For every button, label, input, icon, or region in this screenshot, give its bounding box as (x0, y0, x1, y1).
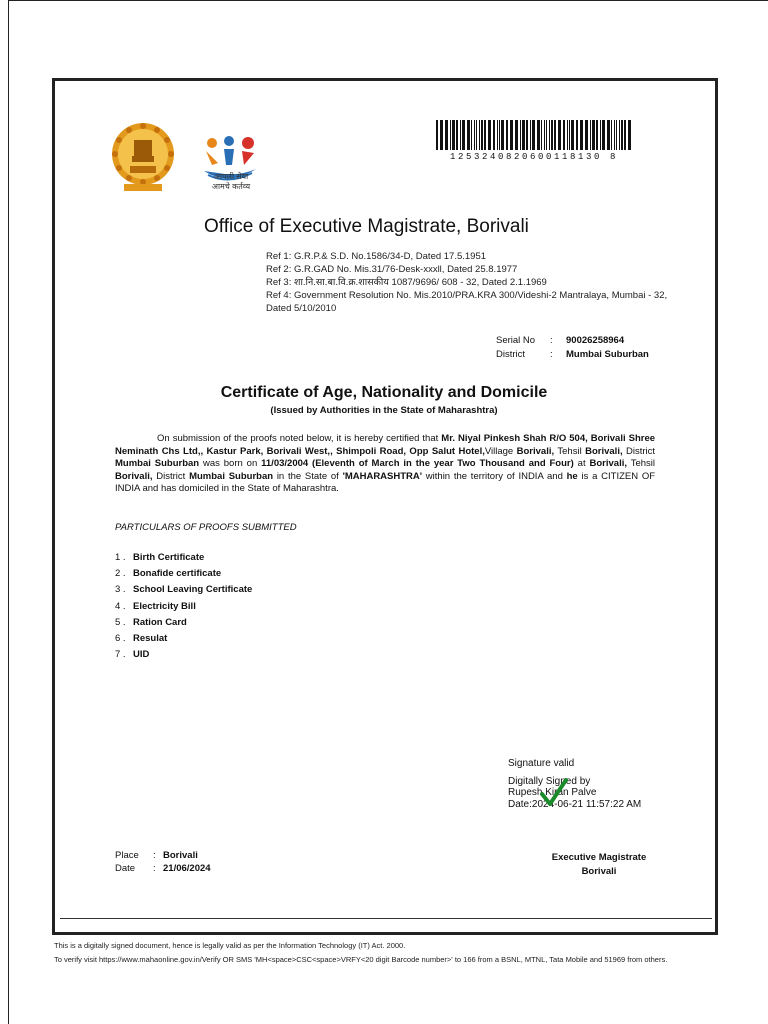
barcode-bar (614, 120, 615, 150)
barcode-bar (440, 120, 443, 150)
list-item: 5 . Ration Card (115, 616, 187, 628)
reference-line: Ref 3: शा.नि.सा.बा.वि.क्र.शासकीय 1087/9696/ 608 - 32, Dated 2.1.1969 (266, 277, 547, 288)
barcode-bar (515, 120, 518, 150)
date-of-birth: 11/03/2004 (Eleventh of March in the year Two Thousand and Four) (261, 458, 574, 469)
signature-date: Date:2024-06-21 11:57:22 AM (508, 798, 642, 810)
barcode-bar (602, 120, 605, 150)
barcode-bar (549, 120, 550, 150)
barcode-bar (520, 120, 521, 150)
barcode-bar (624, 120, 626, 150)
barcode-bar (628, 120, 631, 150)
signature-valid-label: Signature valid (508, 758, 575, 769)
district-label: District (496, 349, 526, 360)
barcode-bar (488, 120, 491, 150)
serial-label: Serial No (496, 335, 536, 346)
barcode-bar (510, 120, 513, 150)
list-item: 2 . Bonafide certificate (115, 568, 222, 580)
barcode-bar (596, 120, 598, 150)
magistrate-location: Borivali (581, 866, 617, 877)
footer-notice (54, 939, 724, 967)
barcode-bar (567, 120, 568, 150)
place-label: Place (115, 850, 139, 861)
certificate-bottom-divider (60, 918, 712, 919)
signature-line: Digitally Signed by (508, 775, 591, 787)
proofs-heading: PARTICULARS OF PROOFS SUBMITTED (115, 522, 297, 533)
barcode-bar (563, 120, 565, 150)
office-title: Office of Executive Magistrate, Borivali (204, 216, 529, 237)
barcode-bar (558, 120, 561, 150)
barcode-bar (616, 120, 617, 150)
barcode-bar (592, 120, 595, 150)
barcode-bar (546, 120, 547, 150)
digital-signature-block (508, 758, 641, 810)
place-date-block: Place : Borivali Date : 21/06/2024 (115, 850, 211, 874)
list-item: 4 . Electricity Bill (115, 600, 196, 612)
place-value: Borivali (163, 850, 198, 861)
magistrate-block (524, 851, 674, 879)
barcode-bar (600, 120, 601, 150)
reference-line: Ref 1: G.R.P.& S.D. No.1586/34-D, Dated 17.5.1951 (266, 251, 487, 262)
barcode-bar (590, 120, 591, 150)
barcode-bar (569, 120, 570, 150)
barcode-bar (479, 120, 480, 150)
barcode-bar (526, 120, 528, 150)
barcode-bar (585, 120, 588, 150)
barcode-number: 1253240820600118130 8 (449, 152, 619, 162)
barcode-bar (484, 120, 486, 150)
date-value: 21/06/2024 (163, 863, 211, 874)
barcode-bar (456, 120, 458, 150)
logo-text-line2: आमचे कर्तव्य (211, 182, 251, 191)
footer-line2: To verify visit https://www.mahaonline.gov.in/Verify OR SMS 'MH<space>CSC<space>VRFY<20 digit Barcode number>' to 166 from a BSNL, MTNL, Tata Mobile and 51969 from others. (54, 955, 668, 964)
reference-line: Ref 2: G.R.GAD No. Mis.31/76-Desk-xxxll, Dated 25.8.1977 (266, 264, 518, 275)
list-item: 7 . UID (115, 649, 150, 661)
list-item: 6 . Resulat (115, 633, 168, 645)
barcode-bar (450, 120, 451, 150)
barcode-bar (611, 120, 612, 150)
barcode-bar (445, 120, 448, 150)
barcode-bar (522, 120, 525, 150)
certificate-body: On submission of the proofs noted below, it is hereby certified that Mr. Niyal Pinkesh Shah R/O 504, Borivali Shree Neminath Chs Ltd,, Kastur Park, Borivali West,, Shimpoli Road, Opp Salut Hotel,Village Borivali, Tehsil Borivali, District Mumbai Suburban was born on 11/03/2004 (Eleventh of March in the year Two Thousand and Four) at Borivali, Tehsil Borivali, District Mumbai Suburban in the State of 'MAHARASHTRA' within the territory of INDIA and he is a CITIZEN OF INDIA and has domiciled in the State of Maharashtra. (115, 433, 656, 494)
barcode-bar (460, 120, 461, 150)
barcode-bar (436, 120, 438, 150)
barcode-bar (481, 120, 483, 150)
barcode-bar (607, 120, 610, 150)
logo-text-line1: आपली सेवा (213, 172, 249, 181)
barcode-bar (544, 120, 545, 150)
barcode-bar (551, 120, 553, 150)
barcode-bar (621, 120, 623, 150)
barcode-bar (571, 120, 574, 150)
list-item: 3 . School Leaving Certificate (115, 584, 253, 596)
barcode-bar (580, 120, 583, 150)
barcode-bar (619, 120, 620, 150)
maharashtra-emblem-icon (110, 118, 176, 194)
barcode-bar (576, 120, 578, 150)
proofs-list (115, 550, 252, 663)
signer-name: Rupesh Kiran Palve (508, 787, 597, 798)
magistrate-title: Executive Magistrate (551, 852, 647, 863)
barcode-bar (471, 120, 472, 150)
aaple-seva-logo-text (200, 172, 262, 192)
references-block (266, 250, 676, 315)
footer-line1: This is a digitally signed document, hence is legally valid as per the Information Technology (IT) Act. 2000. (54, 941, 406, 950)
barcode-bar (501, 120, 504, 150)
barcode-bar (554, 120, 556, 150)
serial-value: 90026258964 (566, 335, 625, 346)
barcode-bar (506, 120, 508, 150)
barcode-bar (476, 120, 477, 150)
certificate-subtitle: (Issued by Authorities in the State of Maharashtra) (270, 405, 498, 416)
barcode-bar (474, 120, 475, 150)
barcode-bar (497, 120, 498, 150)
barcode-bar (452, 120, 455, 150)
barcode-bar (537, 120, 540, 150)
barcode-bar (493, 120, 495, 150)
barcode-bar (530, 120, 531, 150)
reference-line: Ref 4: Government Resolution No. Mis.2010/PRA.KRA 300/Videshi-2 Mantralaya, Mumbai - 32, Dated 5/10/2010 (266, 290, 668, 314)
certificate-title: Certificate of Age, Nationality and Domicile (220, 384, 548, 401)
serial-block: Serial No : 90026258964 District : Mumbai Suburban (496, 335, 649, 360)
barcode-bar (467, 120, 470, 150)
date-label: Date (115, 863, 136, 874)
barcode-bar (499, 120, 500, 150)
barcode-bar (532, 120, 535, 150)
list-item: 1 . Birth Certificate (115, 552, 205, 563)
district-value: Mumbai Suburban (566, 349, 649, 360)
signature-valid-check-icon (540, 778, 568, 808)
barcode-icon (436, 120, 632, 150)
barcode-bar (462, 120, 465, 150)
barcode-bar (541, 120, 542, 150)
applicant-name-address: Mr. Niyal Pinkesh Shah R/O 504, Borivali Shree Neminath Chs Ltd,, Kastur Park, Borivali West,, Shimpoli Road, Opp Salut Hotel, (115, 433, 656, 457)
